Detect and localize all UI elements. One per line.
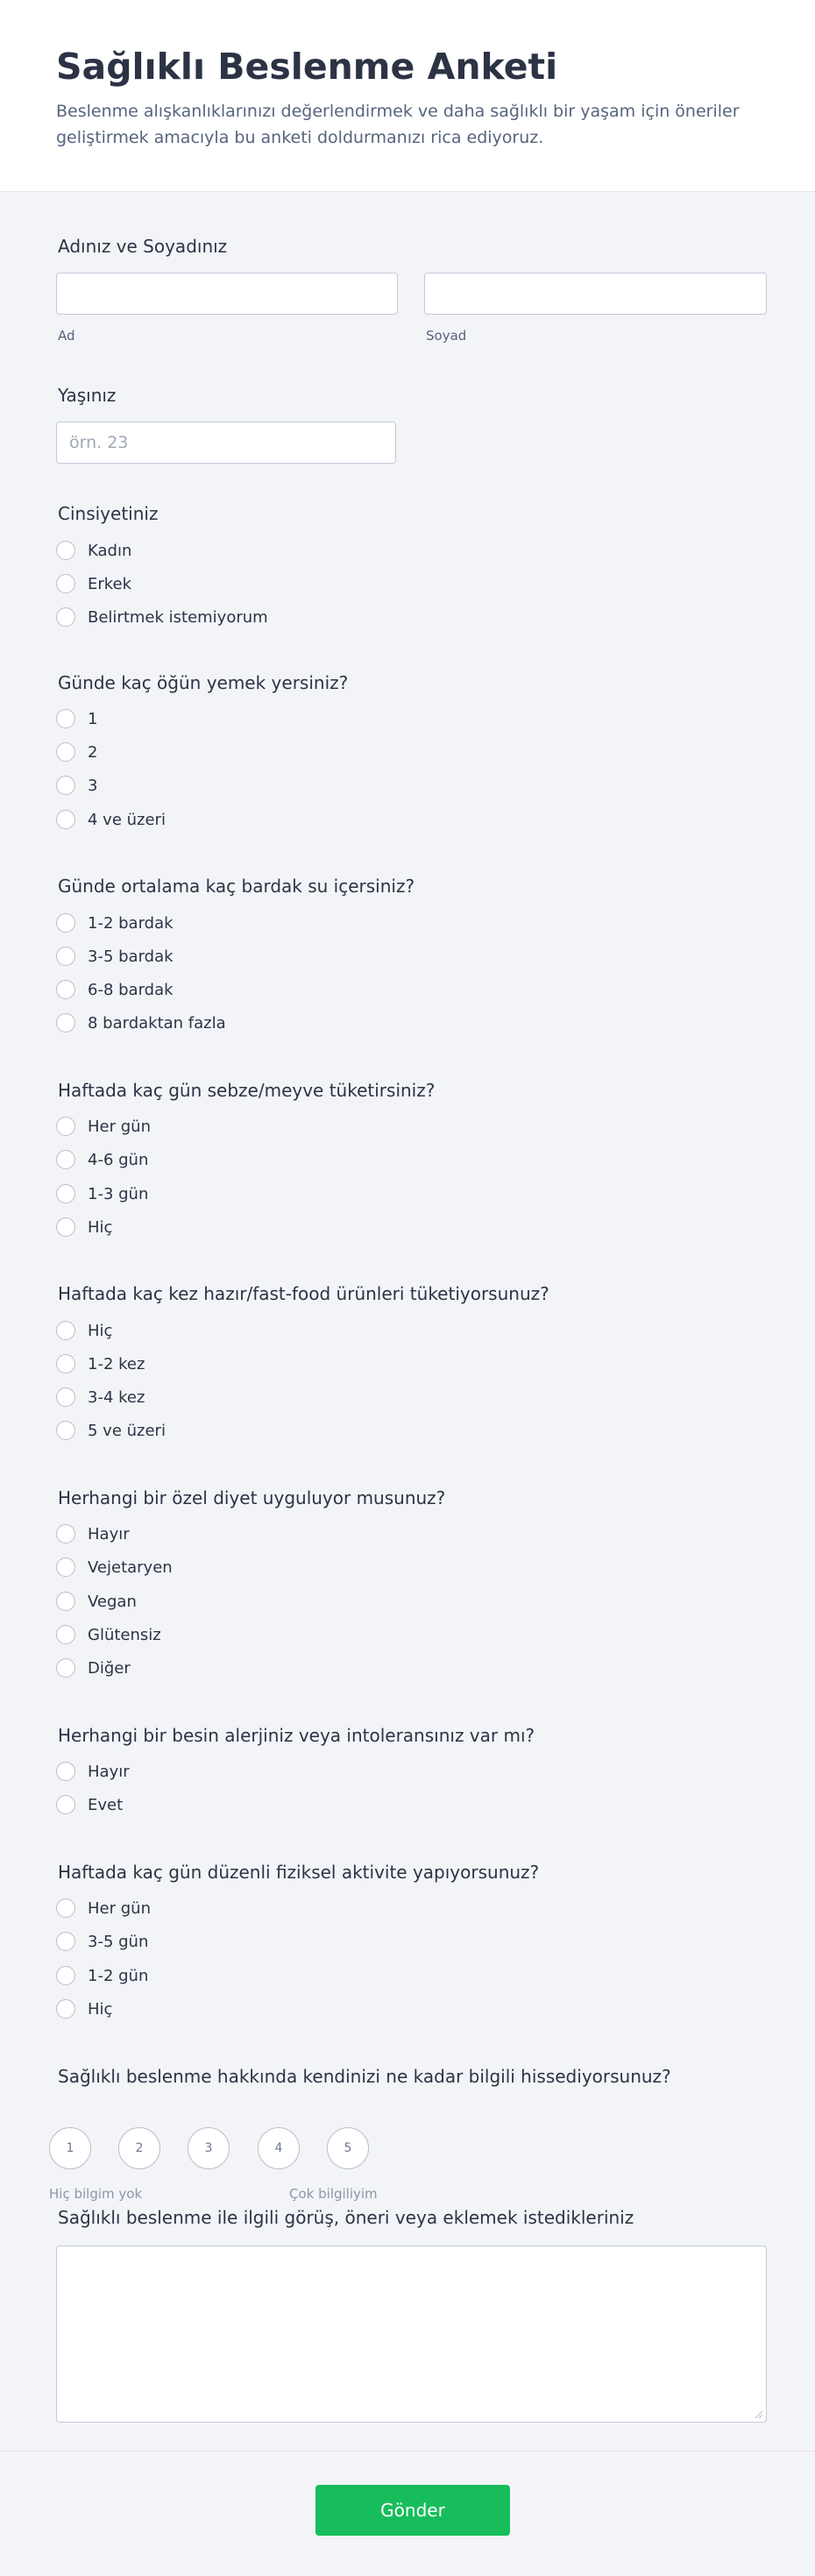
submit-button[interactable]: Gönder [315, 2485, 510, 2536]
radio-circle[interactable] [56, 574, 75, 593]
scale-high-label: Çok bilgiliyim [289, 2186, 378, 2202]
form-body [0, 192, 815, 2451]
radio-circle[interactable] [56, 1421, 75, 1440]
first-name-sublabel: Ad [58, 328, 75, 344]
water-option-3[interactable]: 6-8 bardak [56, 977, 174, 1002]
fastfood-option-4[interactable]: 5 ve üzeri [56, 1418, 166, 1443]
activity-option-4[interactable]: Hiç [56, 1997, 112, 2021]
veg-option-3[interactable]: 1-3 gün [56, 1182, 148, 1206]
gender-option-erkek[interactable]: Erkek [56, 571, 131, 596]
scale-low-label: Hiç bilgim yok [49, 2186, 143, 2202]
allergy-option-1[interactable]: Hayır [56, 1759, 130, 1784]
radio-circle[interactable] [56, 1898, 75, 1918]
water-option-4[interactable]: 8 bardaktan fazla [56, 1011, 226, 1035]
radio-circle[interactable] [56, 1932, 75, 1951]
age-label: Yaşınız [58, 385, 117, 406]
radio-circle[interactable] [56, 1013, 75, 1033]
scale-option-2[interactable]: 2 [118, 2127, 160, 2169]
form-footer [0, 2451, 815, 2576]
diet-option-2[interactable]: Vejetaryen [56, 1555, 173, 1579]
meals-option-3[interactable]: 3 [56, 773, 97, 798]
radio-circle[interactable] [56, 742, 75, 762]
knowledge-question: Sağlıklı beslenme hakkında kendinizi ne kadar bilgili hissediyorsunuz? [58, 2066, 671, 2087]
diet-option-5[interactable]: Diğer [56, 1656, 131, 1680]
scale-option-4[interactable]: 4 [258, 2127, 300, 2169]
diet-option-1[interactable]: Hayır [56, 1522, 130, 1546]
radio-circle[interactable] [56, 913, 75, 933]
radio-circle[interactable] [56, 1524, 75, 1543]
radio-circle[interactable] [56, 1387, 75, 1407]
meals-question: Günde kaç öğün yemek yersiniz? [58, 672, 349, 693]
gender-option-none[interactable]: Belirtmek istemiyorum [56, 605, 268, 629]
radio-circle[interactable] [56, 1966, 75, 1985]
radio-circle[interactable] [56, 1184, 75, 1203]
fastfood-option-1[interactable]: Hiç [56, 1318, 112, 1343]
allergy-option-2[interactable]: Evet [56, 1792, 123, 1817]
veg-option-2[interactable]: 4-6 gün [56, 1147, 148, 1172]
first-name-input[interactable] [56, 273, 398, 315]
activity-question: Haftada kaç gün düzenli fiziksel aktivite yapıyorsunuz? [58, 1862, 540, 1883]
radio-circle[interactable] [56, 1558, 75, 1577]
radio-circle[interactable] [56, 541, 75, 560]
scale-option-3[interactable]: 3 [188, 2127, 230, 2169]
radio-circle[interactable] [56, 980, 75, 999]
water-option-2[interactable]: 3-5 bardak [56, 944, 174, 969]
fastfood-option-3[interactable]: 3-4 kez [56, 1385, 145, 1409]
scale-option-1[interactable]: 1 [49, 2127, 91, 2169]
radio-circle[interactable] [56, 607, 75, 627]
comments-textarea[interactable] [56, 2246, 767, 2423]
meals-option-1[interactable]: 1 [56, 706, 97, 731]
radio-circle[interactable] [56, 1150, 75, 1169]
activity-option-1[interactable]: Her gün [56, 1896, 151, 1920]
veg-option-1[interactable]: Her gün [56, 1114, 151, 1139]
radio-circle[interactable] [56, 1321, 75, 1340]
radio-circle[interactable] [56, 1795, 75, 1814]
name-label: Adınız ve Soyadınız [58, 236, 228, 257]
form-header [0, 0, 815, 192]
radio-circle[interactable] [56, 1592, 75, 1611]
radio-circle[interactable] [56, 1354, 75, 1373]
diet-question: Herhangi bir özel diyet uyguluyor musunuz? [58, 1487, 446, 1508]
diet-option-3[interactable]: Vegan [56, 1589, 137, 1614]
meals-option-2[interactable]: 2 [56, 740, 97, 764]
fastfood-question: Haftada kaç kez hazır/fast-food ürünleri tüketiyorsunuz? [58, 1283, 549, 1304]
last-name-input[interactable] [424, 273, 767, 315]
gender-question: Cinsiyetiniz [58, 503, 159, 524]
activity-option-3[interactable]: 1-2 gün [56, 1963, 148, 1988]
last-name-sublabel: Soyad [426, 328, 467, 344]
scale-option-5[interactable]: 5 [327, 2127, 369, 2169]
radio-circle[interactable] [56, 947, 75, 966]
radio-circle[interactable] [56, 1762, 75, 1781]
fastfood-option-2[interactable]: 1-2 kez [56, 1352, 145, 1376]
resize-grip-icon[interactable] [754, 2409, 762, 2418]
age-input[interactable] [56, 422, 396, 464]
radio-circle[interactable] [56, 776, 75, 795]
radio-circle[interactable] [56, 1117, 75, 1136]
activity-option-2[interactable]: 3-5 gün [56, 1929, 148, 1954]
radio-circle[interactable] [56, 1999, 75, 2019]
form-description: Beslenme alışkanlıklarınızı değerlendirmek ve daha sağlıklı bir yaşam için öneriler geliştirmek amacıyla bu anketi doldurmanızı rica ediyoruz. [56, 102, 740, 147]
comments-question: Sağlıklı beslenme ile ilgili görüş, öneri veya eklemek istedikleriniz [58, 2207, 634, 2228]
water-question: Günde ortalama kaç bardak su içersiniz? [58, 876, 415, 897]
radio-circle[interactable] [56, 709, 75, 728]
meals-option-4[interactable]: 4 ve üzeri [56, 807, 166, 832]
gender-option-kadin[interactable]: Kadın [56, 538, 131, 563]
form-title: Sağlıklı Beslenme Anketi [56, 46, 558, 88]
radio-circle[interactable] [56, 810, 75, 829]
water-option-1[interactable]: 1-2 bardak [56, 911, 174, 935]
radio-circle[interactable] [56, 1625, 75, 1644]
allergy-question: Herhangi bir besin alerjiniz veya intoleransınız var mı? [58, 1725, 535, 1746]
radio-circle[interactable] [56, 1217, 75, 1237]
veg-option-4[interactable]: Hiç [56, 1215, 112, 1239]
veg-question: Haftada kaç gün sebze/meyve tüketirsiniz? [58, 1080, 436, 1101]
radio-circle[interactable] [56, 1658, 75, 1678]
diet-option-4[interactable]: Glütensiz [56, 1622, 161, 1647]
